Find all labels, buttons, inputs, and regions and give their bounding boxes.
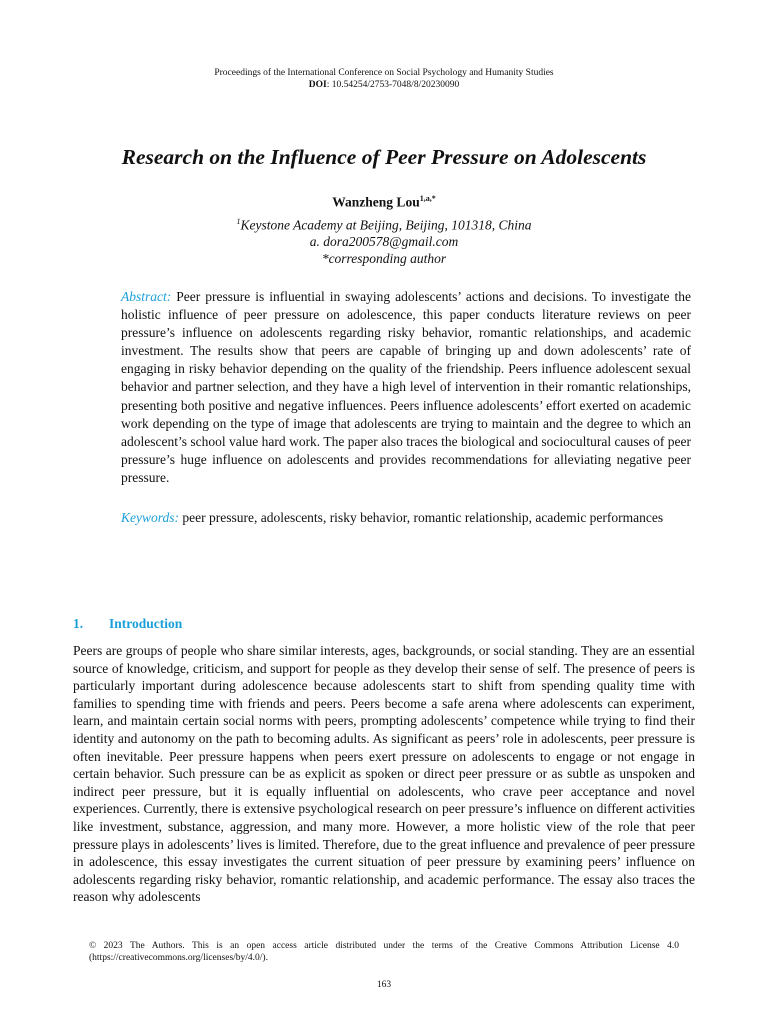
doi-line xyxy=(0,80,768,92)
keywords-text: peer pressure, adolescents, risky behavior, romantic relationship, academic performances xyxy=(182,510,664,525)
affiliation-superscript: 1 xyxy=(236,217,241,226)
page-number: 163 xyxy=(376,980,392,990)
license-footnote: © 2023 The Authors. This is an open access article distributed under the terms of the Creative Commons Attribution License 4.0 (https://creativecommons.org/licenses/by/4.0/). xyxy=(89,941,679,963)
paper-title: Research on the Influence of Peer Pressure on Adolescents xyxy=(121,145,647,169)
corresponding-note: *corresponding author xyxy=(321,250,447,266)
section-title: Introduction xyxy=(109,616,183,631)
introduction-paragraph: Peers are groups of people who share similar interests, ages, backgrounds, or social standing. They are an essential source of knowledge, criticism, and support for people as they develop their sense of self. The presence of peers is particularly important during adolescence because adolescents start to shift from spending quality time with families to spending time with friends and peers. Peers become a safe arena where adolescents can experiment, learn, and maintain certain social norms with peers, prompting adolescents’ competence while trying to find their identity and autonomy on the path to becoming adults. As significant as peers’ role in adolescents, peer pressure is often inevitable. Peer pressure happens when peers exert pressure on adolescents to engage or not engage in certain behavior. Such pressure can be as explicit as spoken or direct peer pressure or as subtle as unspoken and indirect peer pressure, but it is equally influential on adolescents, who crave peer acceptance and novel experiences. Currently, there is extensive psychological research on peer pressure’s influence on different activities like investment, substance, aggression, and many more. However, a more holistic view of the role that peer pressure plays in adolescents’ lives is limited. Therefore, due to the great influence and prevalence of peer pressure in adolescence, this essay investigates the current situation of peer pressure by examining peers’ influence on adolescents regarding risky behavior, romantic relationship, and academic performance. The essay also traces the reason why adolescents xyxy=(73,643,695,905)
author-email: a. dora200578@gmail.com xyxy=(309,234,459,249)
abstract xyxy=(121,288,691,487)
section-number: 1. xyxy=(73,616,84,631)
keywords xyxy=(121,510,691,527)
affiliation-institution: Keystone Academy at Beijing, Beijing, 101318, China xyxy=(240,217,532,233)
author-line xyxy=(0,191,768,211)
doi-label: DOI xyxy=(308,79,327,90)
section-heading-introduction xyxy=(73,615,182,633)
author-superscript: 1,a,* xyxy=(419,194,436,203)
doi-value: : 10.54254/2753-7048/8/20230090 xyxy=(326,79,460,90)
abstract-text: Peer pressure is influential in swaying adolescents’ actions and decisions. To investigate the holistic influence of peer pressure on adolescence, this paper conducts literature reviews on peer pressure’s influence on adolescents regarding risky behavior, romantic relationships, and academic investment. The results show that peers are capable of bringing up and down adolescents’ rate of engaging in risky behavior depending on the quality of the friendship. Peers influence adolescent sexual behavior and partner selection, and they have a high level of intervention in their romantic relationships, presenting both positive and negative influences. Peers influence adolescents’ effort exerted on academic work depending on the type of image that adolescents are trying to maintain and the degree to which an adolescent’s school value hard work. The paper also traces the biological and sociocultural causes of peer pressure’s huge influence on adolescents and provides recommendations for alleviating negative peer pressure. xyxy=(121,289,691,485)
author-name: Wanzheng Lou xyxy=(332,194,420,210)
affiliation-block xyxy=(0,214,768,267)
proceedings-line: Proceedings of the International Conference on Social Psychology and Humanity Studies xyxy=(214,68,554,78)
keywords-label: Keywords: xyxy=(121,510,179,525)
affiliation-institution-line xyxy=(0,214,768,234)
abstract-label: Abstract: xyxy=(121,289,172,304)
running-header xyxy=(0,68,768,91)
